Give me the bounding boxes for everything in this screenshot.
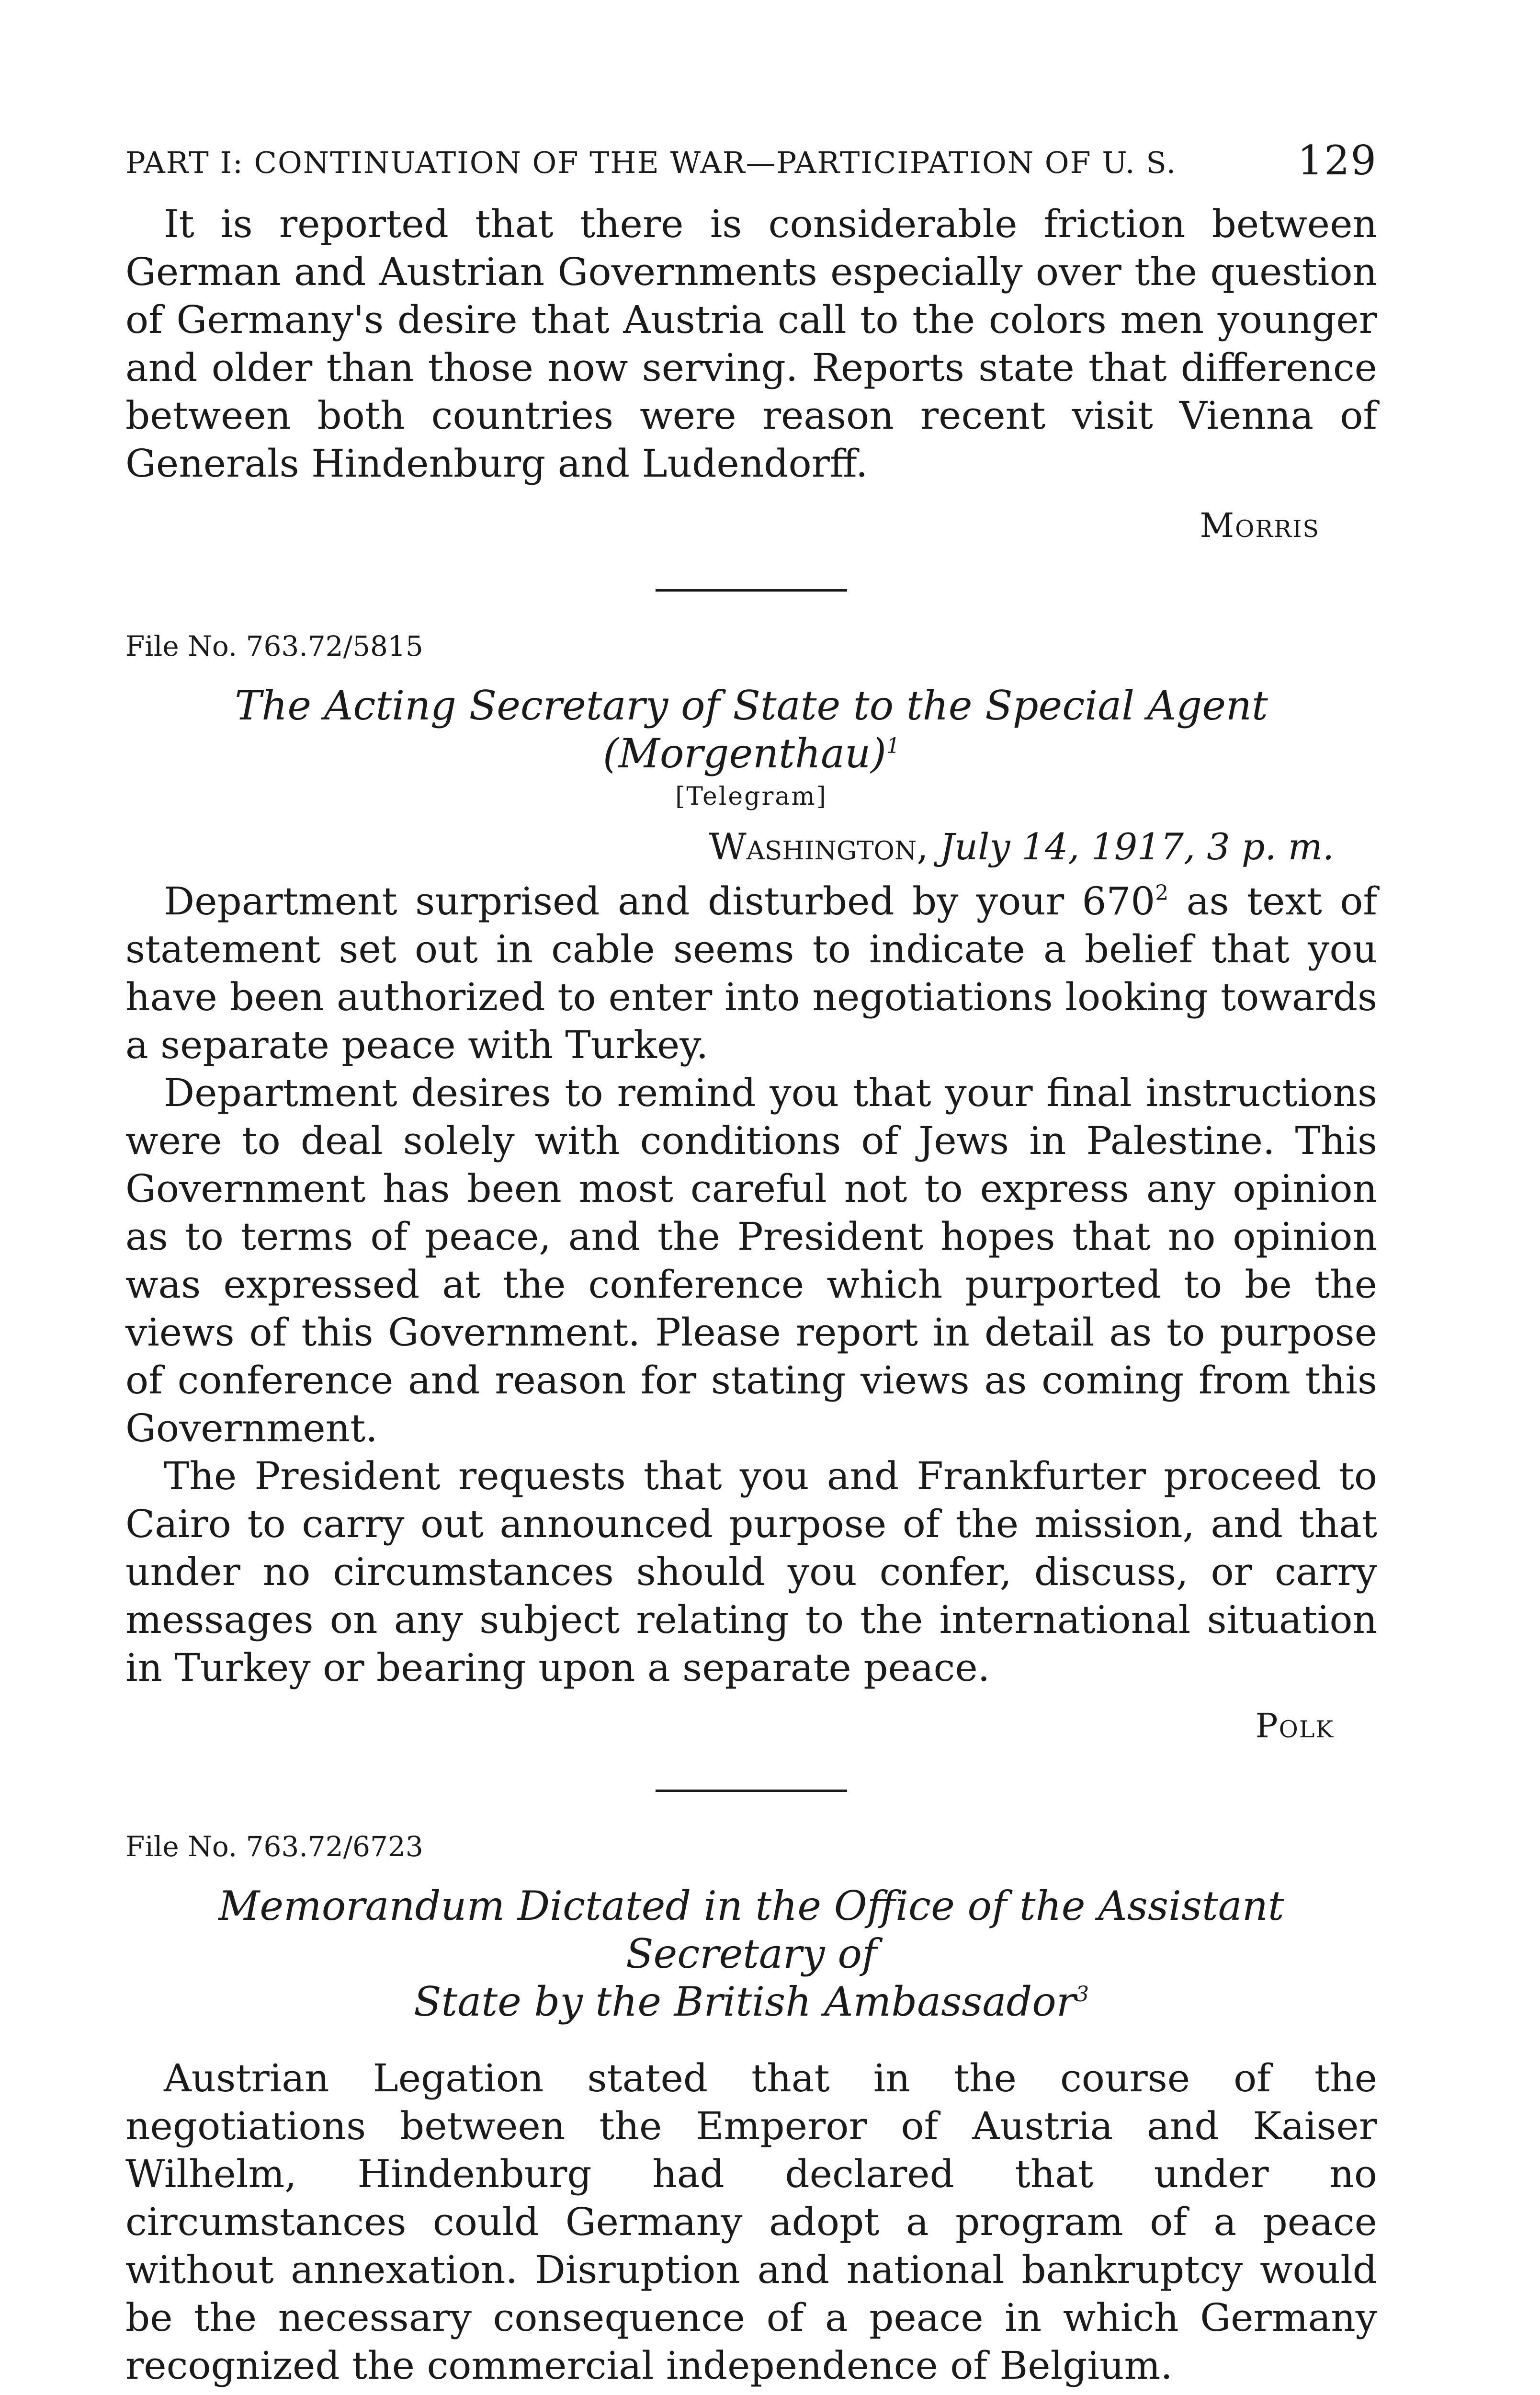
dateline-date: July 14, 1917, 3 p. m.	[940, 825, 1334, 868]
paragraph-text: as text of statement set out in cable seems to indicate a belief that you have been authorized to enter into negotiations looking towards a separate peace with Turkey.	[125, 879, 1378, 1067]
document-title	[125, 682, 1377, 777]
footnote-ref-2: 2	[1155, 881, 1169, 905]
footnote-ref-3: 3	[1075, 1982, 1089, 2007]
memorandum-title	[125, 1882, 1377, 2026]
paragraph-department-surprised	[125, 878, 1377, 1069]
paragraph-president-requests: The President requests that you and Frankfurter proceed to Cairo to carry out announced purpose of the mission, and that under no circumstances should you confer, discuss, or carry messages on any subject relating to the international situation in Turkey or bearing upon a separate peace.	[125, 1454, 1377, 1690]
footnote-ref-1: 1	[886, 734, 900, 758]
dateline	[125, 825, 1377, 868]
paragraph-austrian-legation: Austrian Legation stated that in the course of the negotiations between the Emperor of Austria and Kaiser Wilhelm, Hindenburg had declared that under no circumstances could Germany adopt a program of a peace without annexation. Disruption and national bankruptcy would be the necessary consequence of a peace in which Germany recognized the commercial independence of Belgium.	[125, 2056, 1377, 2388]
document-title-text: The Acting Secretary of State to the Special Agent (Morgenthau)	[235, 682, 1268, 777]
memorandum-title-line-2: State by the British Ambassador	[414, 1978, 1076, 2025]
page-number: 129	[1297, 137, 1377, 184]
paragraph-friction-report: It is reported that there is considerable friction between German and Austrian Governments especially over the question of Germany's desire that Austria call to the colors men younger and older than those now serving. Reports state that difference between both countries were reason recent visit Vienna of Generals Hindenburg and Ludendorff.	[125, 202, 1377, 486]
file-number: File No. 763.72/5815	[125, 630, 423, 662]
signature-morris: Morris	[1200, 506, 1320, 545]
running-head	[125, 134, 1377, 187]
signature-polk: Polk	[1255, 1706, 1334, 1745]
document-page	[125, 111, 1377, 2395]
paragraph-text: Department surprised and disturbed by your 670	[164, 879, 1155, 924]
paragraph-department-desires: Department desires to remind you that your final instructions were to deal solely with conditions of Jews in Palestine. This Government has been most careful not to express any opinion as to terms of peace, and the President hopes that no opinion was expressed at the conference which purported to be the views of this Government. Please report in detail as to purpose of conference and reason for stating views as coming from this Government.	[125, 1071, 1377, 1450]
file-number: File No. 763.72/6723	[125, 1830, 423, 1863]
dateline-place: Washington,	[709, 825, 929, 868]
running-head-title: PART I: CONTINUATION OF THE WAR—PARTICIPATION OF U. S.	[125, 145, 1177, 180]
memorandum-title-line-1: Memorandum Dictated in the Office of the Assistant Secretary of	[218, 1882, 1284, 1977]
telegram-label: [Telegram]	[675, 782, 827, 811]
